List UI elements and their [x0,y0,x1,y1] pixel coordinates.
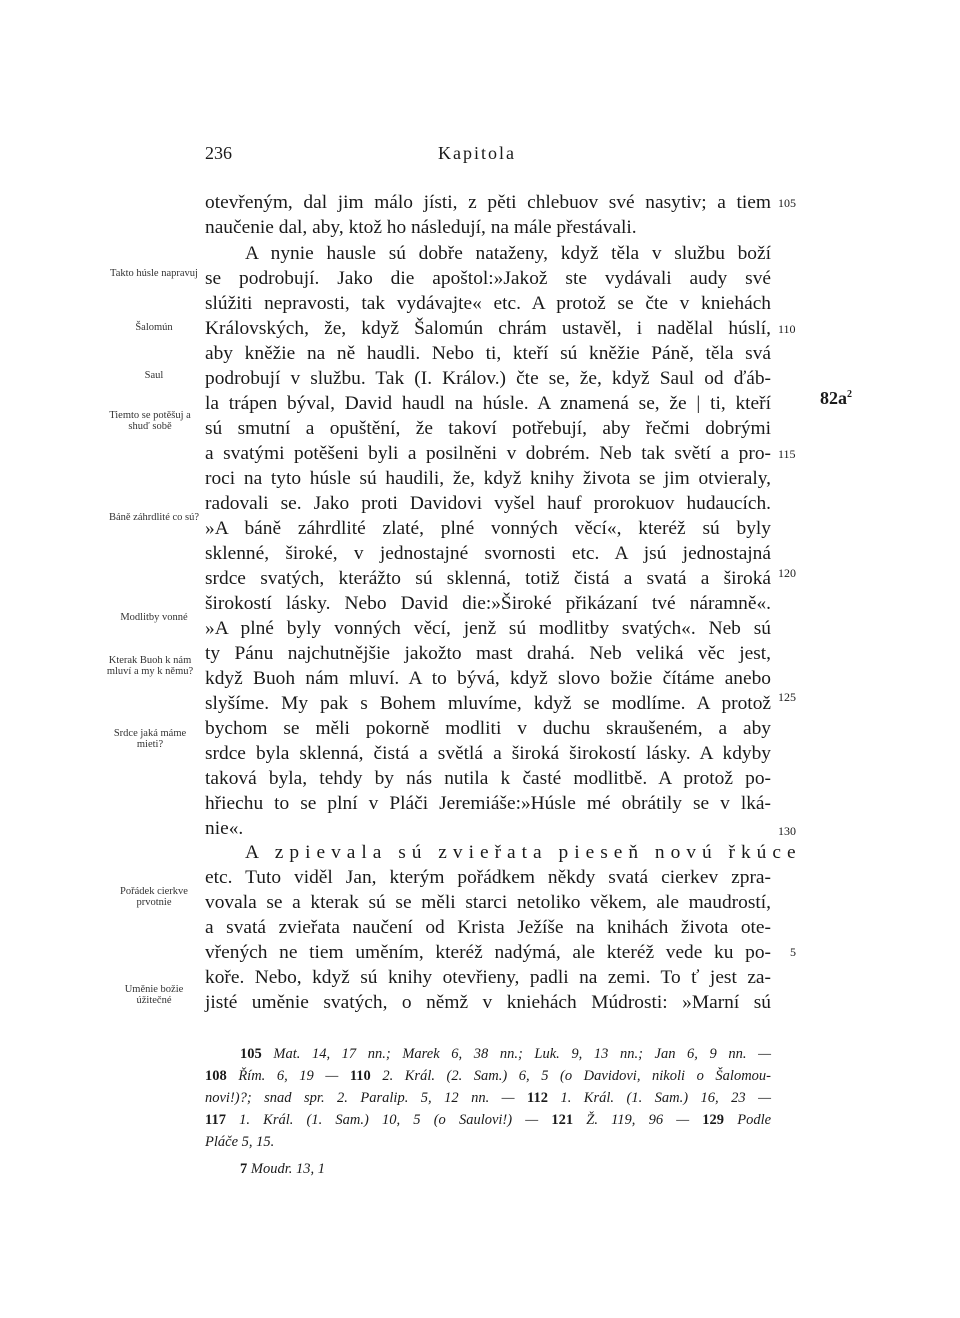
line-number: 130 [778,824,796,838]
text-line: se podrobují. Jako die apoštol:»Jakož ste vydávali audy své [205,268,771,289]
text-line: jisté uměnie svatých, o němž v kniehách Múdrosti: »Marní sú [205,992,771,1013]
text-line: srdce svatých, kterážto sú sklenná, totiž čistá a svatá a široká [205,568,771,589]
text-line: otevřeným, dal jim málo jísti, z pěti chlebuov své nasytiv; a tiem [205,192,771,213]
text-line: širokostí lásky. Nebo David die:»Široké přikázaní tvé náramně«. [205,593,771,614]
footnote-line: 108 Řím. 6, 19 — 110 2. Král. (2. Sam.) 6, 5 (o Davidovi, nikoli o Šalomou- [205,1068,771,1084]
margin-note: Saul [144,370,164,381]
text-line: slúžiti nepravosti, tak vydávajte« etc. A protož se čte v kniehách [205,293,771,314]
margin-note: Šalomún [135,322,173,333]
folio-mark: $82a^2$ [820,388,852,408]
text-line: ty Pánu najchutnějšie jakožto mast drahá. Neb veliká věc jest, [205,643,771,664]
margin-note: Tiemto se potěšuj a shuď sobě [109,410,191,432]
line-number: 5 [790,945,796,959]
margin-note: Kterak Buoh k nám mluví a my k němu? [106,655,194,677]
section-heading: A zpievala sú zvieřata pieseň novú řkúce [245,842,802,863]
text-line: la trápen býval, David haudl na húsle. A znamená se, že | ti, kteří [205,393,771,414]
line-number: 105 [778,196,796,210]
margin-note: Modlitby vonné [120,612,188,623]
text-line: »A plné byly vonných věcí, jenž sú modlitby svatých«. Neb sú [205,618,771,639]
text-line: koře. Nebo, když sú knihy otevřieny, padli na zemi. To ť jest za- [205,967,771,988]
text-line: Královských, že, když Šalomún chrám ustavěl, i nadělal húslí, [205,318,771,339]
text-line: sklenné, široké, v jednostajné svornosti etc. A jsú jednostajná [205,543,771,564]
footnote-line: novi!)?; snad spr. 2. Paralip. 5, 12 nn. — 112 1. Král. (1. Sam.) 16, 23 — [205,1090,771,1106]
line-number: 110 [778,322,796,336]
text-line: vovala se a kterak sú se měli starci netoliko věkem, ale maudrostí, [205,892,771,913]
text-line: slyšíme. My pak s Bohem mluvíme, když se modlíme. A protož [205,693,771,714]
margin-note: Uměnie božie úžitečné [124,984,184,1006]
footnote-line: Pláče 5, 15. [205,1134,275,1150]
text-line: bychom se měli pokorně modliti v duchu skraušeném, a aby [205,718,771,739]
text-line: roci na tyto húsle sú haudili, že, když knihy života se jim otvieraly, [205,468,771,489]
margin-note: Pořádek cierkve prvotnie [120,886,188,908]
text-line: A nynie hausle sú dobře nataženy, když těla v službu boží [245,243,771,264]
text-line: hřiechu to se plní v Pláči Jeremiáše:»Húsle mé obrátily se v lká- [205,793,771,814]
text-line: »A báně záhrdlité zlaté, plné vonných věcí«, kteréž sú byly [205,518,771,539]
text-line: radovali se. Jako proti Davidovi vyšel hauf prorokuov hudaucích. [205,493,771,514]
text-line: naučenie dal, aby, ktož ho následují, na mále přestávali. [205,217,637,238]
text-line: aby kněžie na ně haudli. Nebo ti, kteří sú kněžie Páně, těla svá [205,343,771,364]
text-line: sú smutní a opuštění, že takoví potřebují, aby řečmi dobrými [205,418,771,439]
text-line: srdce byla sklenná, čistá a světlá a široká širokostí lásky. A kdyby [205,743,771,764]
line-number: 125 [778,690,796,704]
footnote-line: 117 1. Král. (1. Sam.) 10, 5 (o Saulovi!) — 121 Ž. 119, 96 — 129 Podle [205,1112,772,1128]
footnote-line: 7 Moudr. 13, 1 [240,1161,325,1177]
text-line: vřených ne tiem uměním, kteréž nadýmá, ale kteréž vede ku po- [205,942,771,963]
margin-note: Srdce jaká máme mieti? [113,728,187,750]
text-line: nie«. [205,818,244,839]
text-line: etc. Tuto viděl Jan, kterým pořádkem někdy svatá cierkev zpra- [205,867,771,888]
running-title: Kapitola [438,143,516,163]
margin-note: Báně záhrdlité co sú? [108,512,200,523]
text-line: a svatá zvieřata naučení od Krista Ježíše na knihách života ote- [205,917,771,938]
line-number: 120 [778,566,796,580]
margin-note: Takto húsle napravuj [110,268,198,279]
page-number: 236 [205,143,232,163]
text-line: a svatými potěšeni byli a posilněni v dobrém. Neb tak světí a pro- [205,443,771,464]
footnote-line: 105 Mat. 14, 17 nn.; Marek 6, 38 nn.; Luk. 9, 13 nn.; Jan 6, 9 nn. — [240,1046,771,1062]
text-line: podrobují v službu. Tak (I. Králov.) čte se, že, když Saul od ďáb- [205,368,771,389]
text-line: taková byla, tehdy by nás nutila k časté modlitbě. A protož po- [205,768,771,789]
line-number: 115 [778,447,796,461]
text-line: když Buoh nám mluví. A to bývá, když slovo božie čítáme anebo [205,668,771,689]
